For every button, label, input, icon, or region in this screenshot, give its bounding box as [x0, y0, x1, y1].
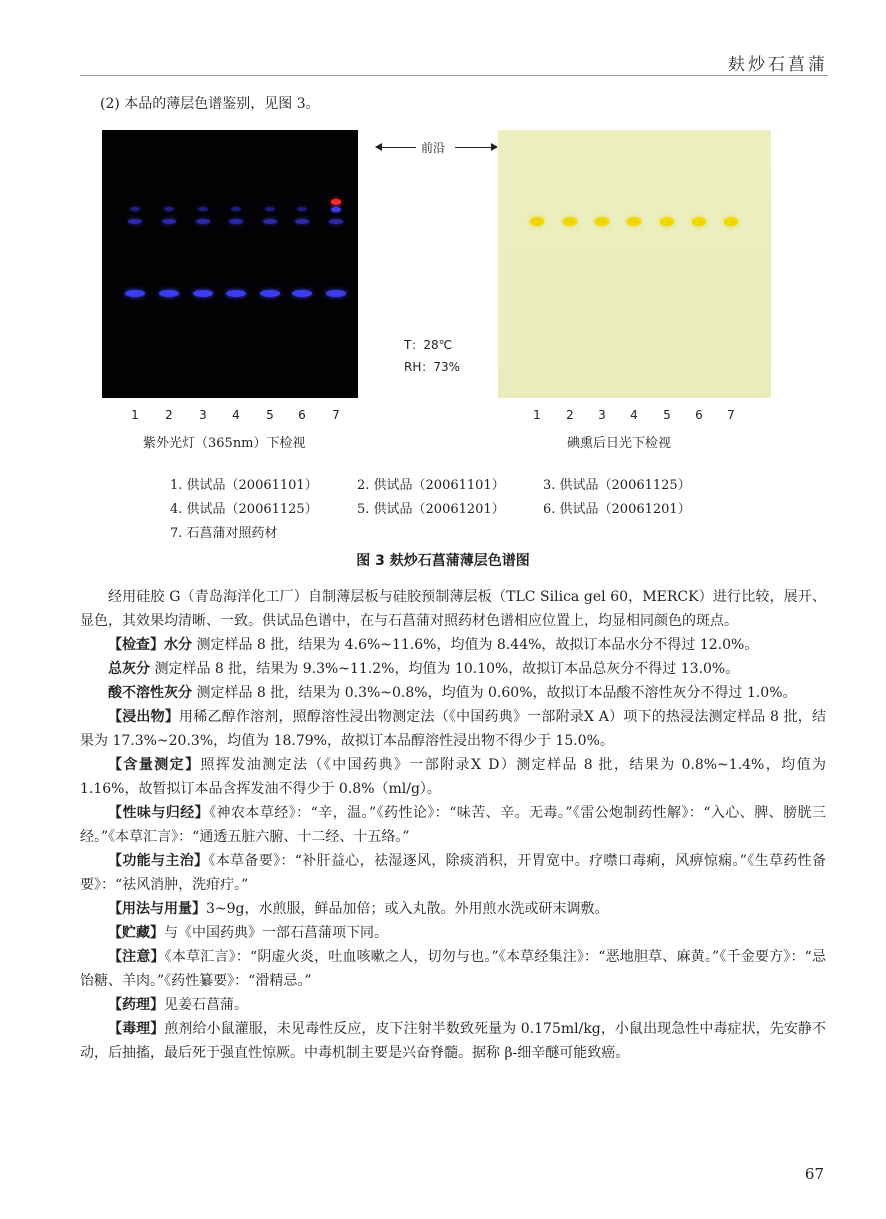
lane-number: 4 [232, 408, 240, 422]
uv-spot [329, 219, 343, 224]
iodine-spot [724, 217, 738, 226]
body-paragraph [80, 921, 826, 945]
lane-number: 7 [332, 408, 340, 422]
legend-item: 5. 供试品（20061201） [357, 502, 505, 517]
lane-number: 4 [630, 408, 638, 422]
paragraph-text: 《本草备要》：“补肝益心，祛湿逐风，除痰消积，开胃宽中。疗噤口毒痢，风痹惊痫。”《生草药性备要》：“祛风消肿，洗疳疔。” [80, 853, 827, 893]
legend-item: 7. 石菖蒲对照药材 [170, 526, 278, 541]
body-paragraph [80, 585, 826, 633]
body-paragraph [80, 657, 826, 681]
section-heading: 总灰分 [108, 661, 150, 677]
body-paragraph [80, 945, 826, 993]
lane-number: 2 [165, 408, 173, 422]
paragraph-text: 经用硅胶 G（青岛海洋化工厂）自制薄层板与硅胶预制薄层板（TLC Silica gel 60，MERCK）进行比较，展开、显色，其效果均清晰、一致。供试品色谱中，在与石菖蒲对照药材色谱相应位置上，均显相同颜色的斑点。 [80, 589, 826, 629]
uv-spot [229, 219, 243, 224]
body-paragraph [80, 705, 826, 753]
front-label: 前沿 [421, 141, 446, 155]
body-paragraph [80, 849, 826, 897]
lane-number: 6 [298, 408, 306, 422]
paragraph-text: 《神农本草经》：“辛，温。”《药性论》：“味苦、辛。无毒。”《雷公炮制药性解》：“入心、脾、膀胱三经。”《本草汇言》：“通透五脏六腑、十二经、十五络。” [80, 805, 826, 845]
lane-number: 3 [598, 408, 606, 422]
uv-spot [159, 290, 179, 297]
paragraph-text: 测定样品 8 批，结果为 0.3%~0.8%，均值为 0.60%，故拟订本品酸不溶性灰分不得过 1.0%。 [192, 685, 797, 701]
uv-spot [331, 207, 341, 212]
legend-item: 2. 供试品（20061101） [357, 478, 505, 493]
paragraph-text: 见姜石菖蒲。 [164, 997, 248, 1013]
body-paragraph [80, 993, 826, 1017]
legend-item: 1. 供试品（20061101） [170, 478, 318, 493]
uv-spot [226, 290, 246, 297]
section-heading: 酸不溶性灰分 [108, 685, 192, 701]
uv-spot [297, 207, 307, 211]
paragraph-text: 3~9g，水煎服，鲜品加倍；或入丸散。外用煎水洗或研末调敷。 [206, 901, 609, 917]
uv-spot [125, 290, 145, 297]
body-paragraph [80, 681, 826, 705]
condition-humidity: RH：73% [404, 360, 461, 374]
intro-text: (2) 本品的薄层色谱鉴别，见图 3。 [100, 96, 320, 112]
front-arrow-right [455, 147, 493, 148]
uv-spot [260, 290, 280, 297]
paragraph-text: 《本草汇言》：“阴虚火炎，吐血咳嗽之人，切勿与也。”《本草经集注》：“恶地胆草、麻黄。”《千金要方》：“忌饴糖、羊肉。”《药性纂要》：“滑精忌。” [80, 949, 826, 989]
page-header-title: 麸炒石菖蒲 [728, 55, 828, 75]
lane-number: 5 [663, 408, 671, 422]
body-paragraph [80, 633, 826, 657]
uv-spot [295, 219, 309, 224]
figure-title: 图 3 麸炒石菖蒲薄层色谱图 [356, 553, 530, 569]
iodine-plate-caption: 碘熏后日光下检视 [567, 436, 672, 451]
lane-number: 5 [266, 408, 274, 422]
uv-plate-caption: 紫外光灯（365nm）下检视 [143, 436, 306, 451]
uv-spot [326, 290, 346, 297]
paragraph-text: 照挥发油测定法（《中国药典》一部附录Ⅹ D）测定样品 8 批，结果为 0.8%~1.4%，均值为 1.16%，故暂拟订本品含挥发油不得少于 0.8%（ml/g）。 [80, 757, 827, 797]
iodine-spot [660, 217, 674, 226]
section-heading: 【药理】 [108, 997, 164, 1013]
page-number: 67 [804, 1165, 824, 1183]
lane-number: 1 [533, 408, 541, 422]
uv-spot [331, 199, 341, 205]
iodine-spot [692, 217, 706, 226]
paragraph-text: 煎剂给小鼠灌服，未见毒性反应，皮下注射半数致死量为 0.175ml/kg，小鼠出现急性中毒症状，先安静不动，后抽搐，最后死于强直性惊厥。中毒机制主要是兴奋脊髓。据称 β-细辛醚可能致癌。 [80, 1021, 826, 1061]
condition-temperature: T：28℃ [404, 338, 453, 352]
iodine-spot [627, 217, 641, 226]
section-heading: 【浸出物】 [108, 709, 180, 725]
uv-spot [263, 219, 277, 224]
section-heading: 【注意】 [108, 949, 165, 965]
body-text [80, 585, 826, 1065]
body-paragraph [80, 897, 826, 921]
uv-spot [196, 219, 210, 224]
uv-spot [162, 219, 176, 224]
uv-spot [193, 290, 213, 297]
paragraph-text: 测定样品 8 批，结果为 4.6%~11.6%，均值为 8.44%，故拟订本品水分不得过 12.0%。 [192, 637, 759, 653]
legend-item: 4. 供试品（20061125） [170, 502, 318, 517]
paragraph-text: 与《中国药典》一部石菖蒲项下同。 [164, 925, 388, 941]
iodine-spot [595, 217, 609, 226]
lane-number: 1 [131, 408, 139, 422]
body-paragraph [80, 1017, 826, 1065]
section-heading: 【功能与主治】 [108, 853, 209, 869]
lane-number: 6 [695, 408, 703, 422]
lane-number: 7 [727, 408, 735, 422]
iodine-spot [530, 217, 544, 226]
body-paragraph [80, 801, 826, 849]
tlc-plate-uv [102, 130, 358, 398]
uv-spot [265, 207, 275, 211]
section-heading: 【检查】水分 [108, 637, 192, 653]
uv-spot [231, 207, 241, 211]
legend-item: 6. 供试品（20061201） [543, 502, 691, 517]
header-rule [80, 75, 828, 76]
section-heading: 【含量测定】 [108, 757, 201, 773]
tlc-plate-iodine [498, 130, 771, 398]
paragraph-text: 测定样品 8 批，结果为 9.3%~11.2%，均值为 10.10%，故拟订本品总灰分不得过 13.0%。 [150, 661, 740, 677]
section-heading: 【贮藏】 [108, 925, 164, 941]
section-heading: 【毒理】 [108, 1021, 165, 1037]
uv-spot [164, 207, 174, 211]
arrowhead-right-icon [491, 143, 498, 151]
uv-spot [292, 290, 312, 297]
body-paragraph [80, 753, 826, 801]
uv-spot [198, 207, 208, 211]
uv-spot [128, 219, 142, 224]
section-heading: 【性味与归经】 [108, 805, 210, 821]
uv-spot [130, 207, 140, 211]
lane-number: 3 [199, 408, 207, 422]
section-heading: 【用法与用量】 [108, 901, 206, 917]
front-arrow-left [380, 147, 416, 148]
iodine-spot [563, 217, 577, 226]
paragraph-text: 用稀乙醇作溶剂，照醇溶性浸出物测定法（《中国药典》一部附录Ⅹ A）项下的热浸法测定样品 8 批，结果为 17.3%~20.3%，均值为 18.79%，故拟订本品醇溶性浸出物不得少于 15.0%。 [80, 709, 826, 749]
legend-item: 3. 供试品（20061125） [543, 478, 691, 493]
lane-number: 2 [566, 408, 574, 422]
